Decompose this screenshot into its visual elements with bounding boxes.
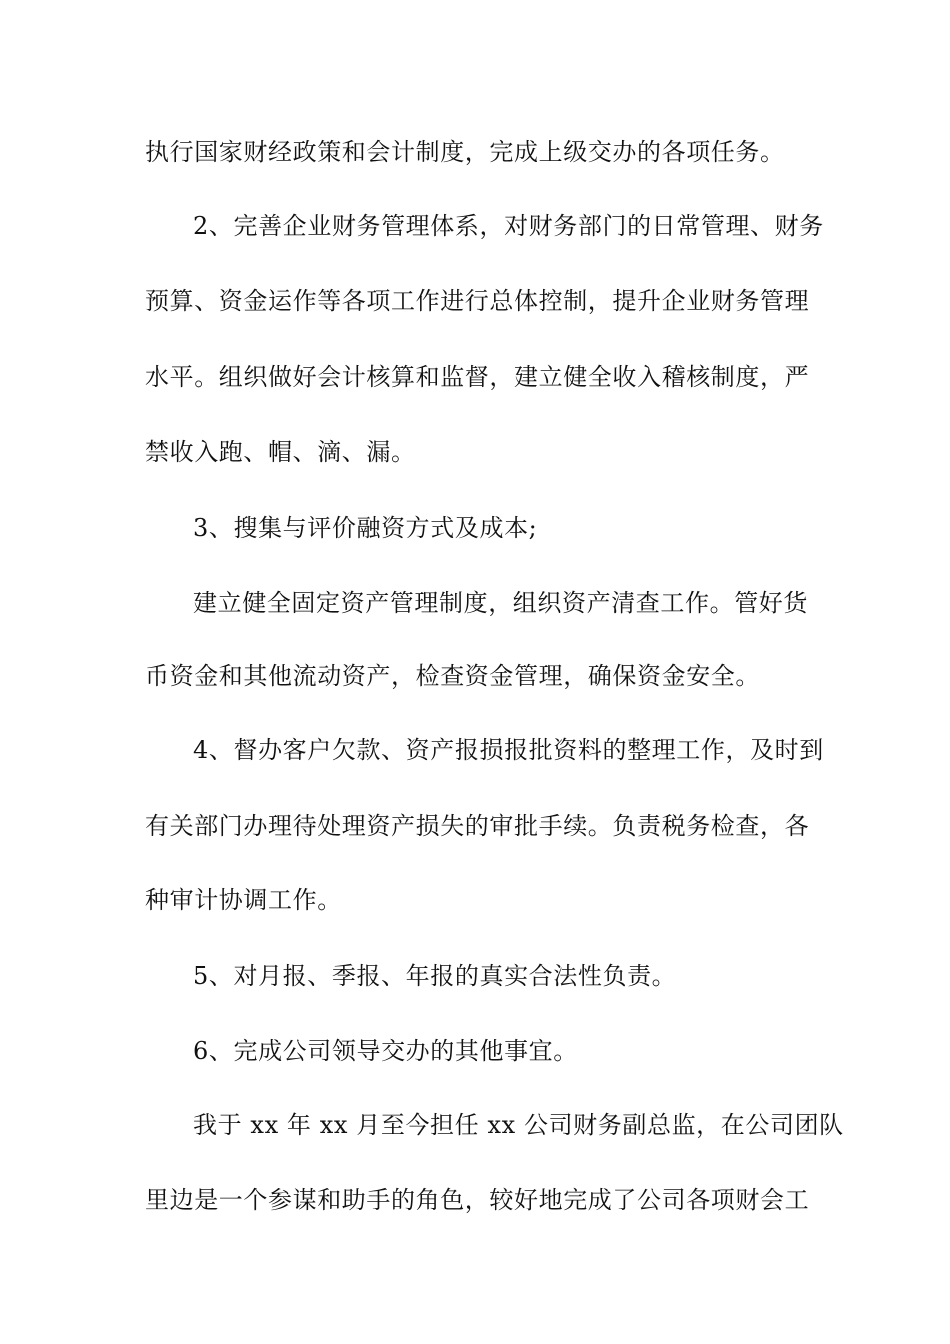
text-line: 我于 xx 年 xx 月至今担任 xx 公司财务副总监，在公司团队 xyxy=(193,1111,844,1139)
text-line: 执行国家财经政策和会计制度，完成上级交办的各项任务。 xyxy=(145,138,785,166)
text-line: 预算、资金运作等各项工作进行总体控制，提升企业财务管理 xyxy=(145,287,810,315)
text-line: 种审计协调工作。 xyxy=(145,886,342,914)
text-line: 禁收入跑、帽、滴、漏。 xyxy=(145,438,416,466)
text-line: 5、对月报、季报、年报的真实合法性负责。 xyxy=(193,962,677,990)
text-line: 6、完成公司领导交办的其他事宜。 xyxy=(193,1037,578,1065)
text-line: 里边是一个参谋和助手的角色，较好地完成了公司各项财会工 xyxy=(145,1186,810,1214)
text-line: 有关部门办理待处理资产损失的审批手续。负责税务检查，各 xyxy=(145,812,810,840)
text-line: 3、搜集与评价融资方式及成本; xyxy=(193,514,538,542)
text-line: 水平。组织做好会计核算和监督，建立健全收入稽核制度，严 xyxy=(145,363,810,391)
text-line: 币资金和其他流动资产，检查资金管理，确保资金安全。 xyxy=(145,662,760,690)
text-line: 4、督办客户欠款、资产报损报批资料的整理工作，及时到 xyxy=(193,736,824,764)
text-line: 建立健全固定资产管理制度，组织资产清查工作。管好货 xyxy=(193,589,808,617)
text-line: 2、完善企业财务管理体系，对财务部门的日常管理、财务 xyxy=(193,212,824,240)
